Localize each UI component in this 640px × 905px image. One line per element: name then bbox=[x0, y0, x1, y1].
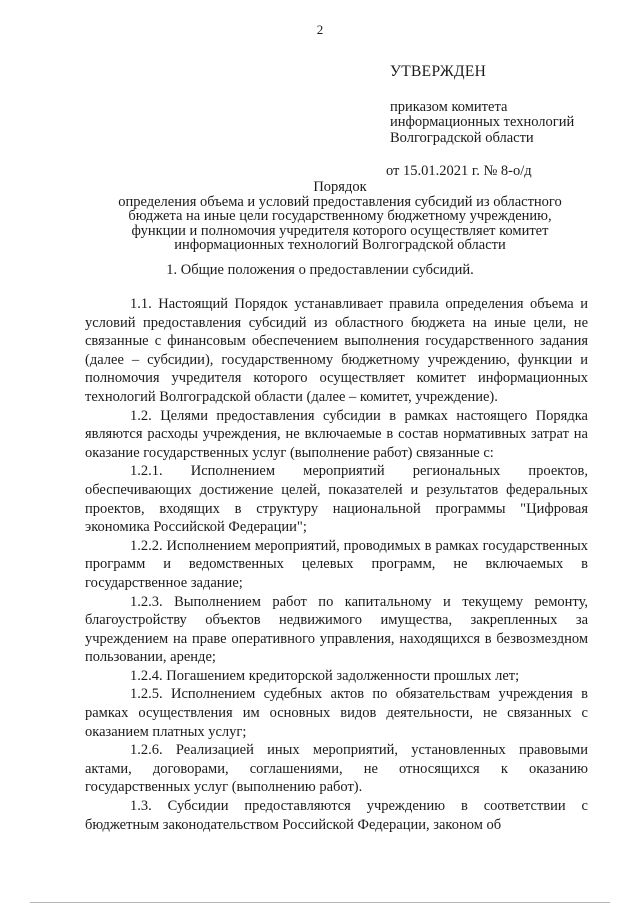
section-title: 1. Общие положения о предоставлении субсидий. bbox=[166, 262, 474, 278]
paragraph-1-2-3: 1.2.3. Выполнением работ по капитальному и текущему ремонту, благоустройству объектов недвижимого имущества, закрепленных за учреждением на праве оперативного управления, находящихся в безвозмездном пользовании, аренде; bbox=[85, 593, 588, 666]
document-body bbox=[85, 295, 588, 834]
document-subtitle-line: определения объема и условий предоставления субсидий из областного bbox=[118, 193, 562, 210]
document-heading bbox=[90, 180, 590, 253]
approval-org-line: Волгоградской области bbox=[390, 129, 534, 146]
paragraph-1-2-5: 1.2.5. Исполнением судебных актов по обязательствам учреждения в рамках осуществления им основных видов деятельности, не связанных с оказанием платных услуг; bbox=[85, 686, 588, 740]
page-bottom-divider bbox=[30, 902, 610, 903]
approval-date: от 15.01.2021 г. № 8-о/д bbox=[386, 163, 532, 179]
paragraph-1-2-4: 1.2.4. Погашением кредиторской задолженности прошлых лет; bbox=[130, 667, 520, 684]
paragraph-1-2-1: 1.2.1. Исполнением мероприятий региональных проектов, обеспечивающих достижение целей, показателей и результатов федеральных проектов, входящих в структуру национальной программы "Цифровая экономика Российской Федерации"; bbox=[85, 463, 588, 536]
document-title: Порядок bbox=[313, 179, 367, 195]
document-subtitle-line: бюджета на иные цели государственному бюджетному учреждению, bbox=[128, 208, 552, 224]
approval-stamp bbox=[386, 63, 620, 180]
paragraph-1-2: 1.2. Целями предоставления субсидии в рамках настоящего Порядка являются расходы учреждения, не включаемые в состав нормативных затрат на оказание государственных услуг (выполнение работ) связанные с: bbox=[85, 407, 588, 461]
approval-org-line: информационных технологий bbox=[390, 114, 575, 130]
page-number: 2 bbox=[316, 22, 324, 37]
approval-org-line: приказом комитета bbox=[390, 98, 508, 115]
document-subtitle-line: информационных технологий Волгоградской области bbox=[174, 237, 506, 253]
paragraph-1-2-6: 1.2.6. Реализацией иных мероприятий, установленных правовыми актами, договорами, соглашениями, не относящихся к оказанию государственных услуг (выполнению работ). bbox=[85, 742, 588, 796]
paragraph-1-3: 1.3. Субсидии предоставляются учреждению в соответствии с бюджетным законодательством Российской Федерации, законом об bbox=[85, 798, 588, 833]
document-subtitle-line: функции и полномочия учредителя которого осуществляет комитет bbox=[131, 222, 549, 239]
paragraph-1-1: 1.1. Настоящий Порядок устанавливает правила определения объема и условий предоставления субсидий из областного бюджета на иные цели, не связанные с финансовым обеспечением выполнения государственного задания (далее – субсидии), государственному бюджетному учреждению, функции и полномочия учредителя которого осуществляет комитет информационных технологий Волгоградской области (далее – комитет, учреждение). bbox=[85, 296, 588, 405]
approval-org bbox=[390, 100, 620, 147]
paragraph-1-2-2: 1.2.2. Исполнением мероприятий, проводимых в рамках государственных программ и ведомственных целевых программ, не включаемых в государственное задание; bbox=[85, 537, 588, 591]
approval-title: УТВЕРЖДЕН bbox=[390, 63, 487, 80]
